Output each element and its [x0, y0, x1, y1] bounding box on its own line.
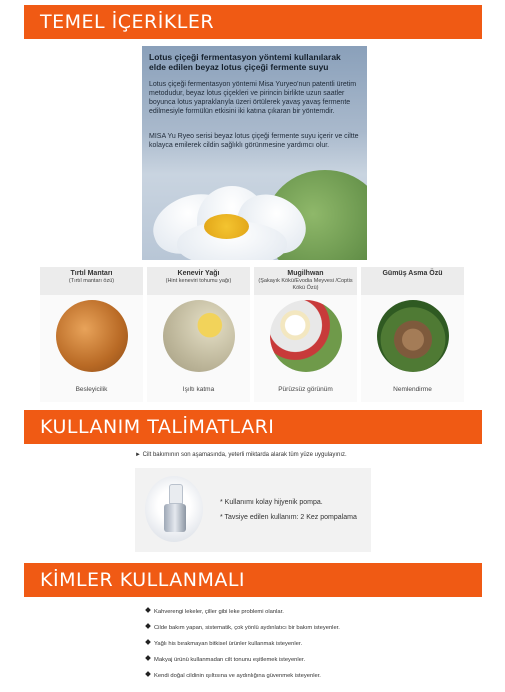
section-title: KİMLER KULLANMALI: [40, 569, 246, 591]
pump-bottle-image: [145, 476, 203, 542]
ingredient-subtitle: (Tırtıl mantarı özü): [68, 278, 115, 284]
section-title: TEMEL İÇERİKLER: [40, 11, 215, 33]
ingredient-benefit: Besleyicilik: [75, 386, 108, 393]
lotus-paragraph-2: MISA Yu Ryeo serisi beyaz lotus çiçeği fermente suyu içerir ve ciltte kolayca emilerek cildin sağlıklı görünmesine yardımcı olur.: [149, 133, 359, 149]
who-item: Yağlı his bırakmayan bitkisel ürünler kullanmak isteyenler.: [146, 640, 302, 647]
diamond-bullet-icon: [145, 623, 151, 629]
ingredient-benefit: Pürüzsüz görünüm: [278, 386, 333, 393]
section-banner-ingredients: [24, 5, 482, 39]
section-banner-usage: [24, 410, 482, 444]
diamond-bullet-icon: [145, 607, 151, 613]
ingredient-name: Mugilhwan: [287, 270, 324, 277]
diamond-bullet-icon: [145, 671, 151, 677]
who-item: Kendi doğal cildinin ışıltısına ve aydınlığına güvenmek isteyenler.: [146, 672, 321, 679]
ingredient-name: Kenevir Yağı: [177, 270, 220, 277]
usage-box: [135, 468, 371, 552]
usage-instruction: ► Cilt bakımının son aşamasında, yeterli miktarda alarak tüm yüze uygulayınız.: [135, 452, 347, 458]
ingredients-row: [40, 267, 465, 402]
diamond-bullet-icon: [145, 639, 151, 645]
usage-bullet: * Kullanımı kolay hijyenik pompa.: [220, 499, 323, 506]
who-item: Kahverengi lekeler, çiller gibi leke problemi olanlar.: [146, 608, 284, 615]
ingredient-name: Tırtıl Mantarı: [70, 270, 113, 277]
who-item: Cilde bakım yapan, sistematik, çok yönlü aydınlatıcı bir bakım isteyenler.: [146, 624, 340, 631]
silver-vine-image: [377, 300, 449, 372]
ingredient-benefit: Işıltı katma: [182, 386, 215, 393]
who-item: Makyaj ürünü kullanmadan cilt tonunu eşitlemek isteyenler.: [146, 656, 305, 663]
lotus-paragraph-1: Lotus çiçeği fermentasyon yöntemi Misa Yuryeo'nun patentli üretim metodudur, beyaz lotus çiçekleri ve pirincin birlikte uzun saatler boyunca lotus yapraklarıyla üzeri örtülerek yavaş yavaş fermente edilmesiyle formülün etkisini iki katına çıkaran bir yöntemdir.: [149, 81, 357, 115]
ingredient-benefit: Nemlendirme: [393, 386, 432, 393]
mugilhwan-flowers-image: [270, 300, 342, 372]
diamond-bullet-icon: [145, 655, 151, 661]
section-title: KULLANIM TALİMATLARI: [40, 416, 275, 438]
ingredient-card: [147, 267, 250, 402]
section-banner-who: [24, 563, 482, 597]
ingredient-card: [254, 267, 357, 402]
ingredient-card: [40, 267, 143, 402]
ingredient-subtitle: (Hint keneviri tohumu yağı): [165, 278, 232, 284]
usage-bullet: * Tavsiye edilen kullanım: 2 Kez pompalama: [220, 514, 357, 521]
hemp-seed-oil-image: [163, 300, 235, 372]
lotus-panel: [142, 46, 367, 260]
ingredient-card: [361, 267, 464, 402]
ingredient-name: Gümüş Asma Özü: [382, 270, 443, 277]
lotus-heading: Lotus çiçeği fermentasyon yöntemi kullanılarak elde edilen beyaz lotus çiçeği fermente suyu: [149, 52, 341, 72]
cordyceps-image: [56, 300, 128, 372]
ingredient-subtitle: (Şakayık Kökü/Evodia Meyvesi /Coptis Kökü Özü): [258, 278, 353, 291]
